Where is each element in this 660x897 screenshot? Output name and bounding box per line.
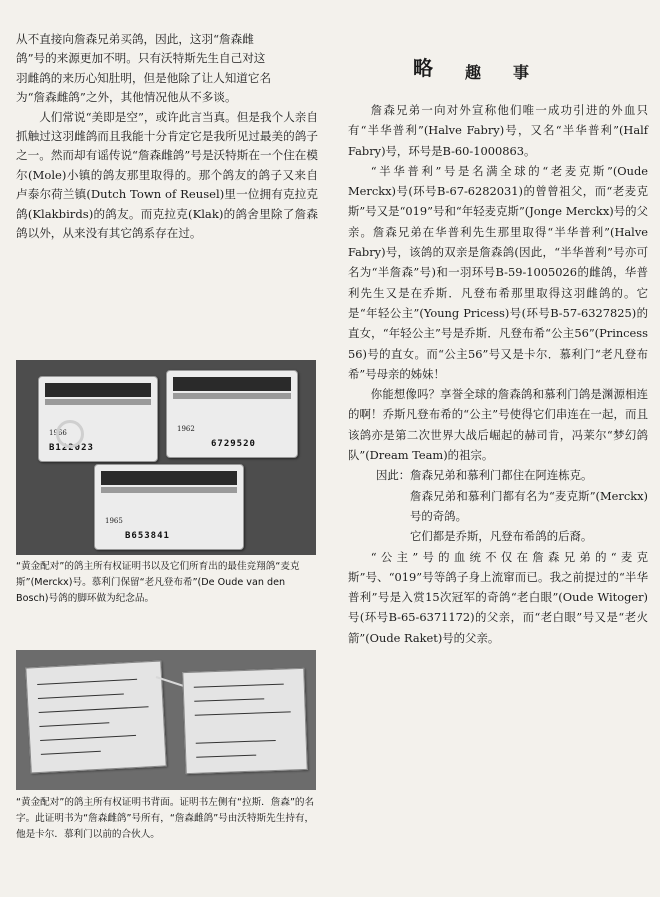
- left-column: [16, 30, 318, 243]
- paragraph-continued-line-4: 为“詹森雌鸽”之外，其他情况他从不多谈。: [16, 90, 237, 105]
- conclusion-line-1: 因此：詹森兄弟和慕利门都住在阿连栋克。: [376, 468, 593, 483]
- leg-ring-icon: [56, 420, 84, 448]
- certificate-card: [166, 370, 298, 458]
- paragraph-continued-line-2: 鸽”号的来源更加不明。只有沃特斯先生自己对这: [16, 51, 266, 66]
- card-ring-number: 6729520: [211, 439, 256, 449]
- card-header-band: [101, 471, 237, 485]
- paragraph-continued-line-3: 羽雌鸽的来历心知肚明，但是他除了让人知道它名: [16, 70, 272, 85]
- paragraph-continued-line-1: 从不直接向詹森兄弟买鸽，因此，这羽“詹森雌: [16, 32, 254, 46]
- certificate-card: [94, 464, 244, 550]
- paragraph-lineage: “半华普利”号是名满全球的“老麦克斯”(Oude Merckx)号(环号B-67-6282031)的曾曾祖父，而“老麦克斯”号又是“019”号和“年轻麦克斯”(Jonge Merckx)号的父亲。詹森兄弟在华普利先生那里取得“半华普利”(Halve Fabry)号，该鸽的双亲是詹森鸽(因此，“半华普利”号亦可名为“半詹森”号)和一羽环号B-59-1005026的雌鸽，华普利先生又是在乔斯．凡登布希那里取得这羽雌鸽的。它是“年轻公主”(Young Pricess)号(环号B-57-6327825)的直女，“年轻公主”号是乔斯．凡登布希“公主56”(Princess 56)号的直女。而“公主56”号又是卡尔．慕利门“老凡登布希”号母亲的姊妹！: [348, 163, 648, 381]
- paragraph-princess-bloodline: “公主”号的血统不仅在詹森兄弟的“麦克斯”号、“019”号等鸽子身上流窜而已。我之前提过的“半华普利”号是入赏15次冠军的奇鸽“老白眼”(Oude Witoger)号(环号B-65-6371172)的父亲，而“老白眼”号又是“老火箭”(Oude Raket)号的父亲。: [348, 549, 648, 645]
- card-ring-number: B122023: [49, 443, 94, 453]
- paragraph-beauty: 人们常说“美即是空”，或许此言当真。但是我个人亲自抓触过这羽雌鸽而且我能十分肯定它是我所见过最美的鸽子之一。然而却有谣传说“詹森雌鸽”号是沃特斯在一个住在模尔(Mole)小镇的鸽友那里取得的。那个鸽友的鸽子又来自卢泰尔荷兰镇(Dutch Town of Reusel)里一位拥有克拉克鸽(Klakbirds)的鸽友。而克拉克(Klak)的鸽舍里除了詹森鸽以外，从来没有其它鸽系存在过。: [16, 109, 318, 241]
- article-title: [395, 52, 595, 86]
- card-ring-number: B653841: [125, 531, 170, 541]
- conclusion-line-3: 它们都是乔斯，凡登布希鸽的后裔。: [410, 529, 593, 544]
- conclusion-line-2: 詹森兄弟和慕利门都有名为“麦克斯”(Merckx)号的奇鸽。: [410, 488, 648, 523]
- card-year: 1966: [49, 429, 67, 437]
- card-year: 1962: [177, 425, 195, 433]
- card-header-band: [173, 377, 291, 391]
- photo-certificates-back: [16, 650, 316, 790]
- paragraph-halve-fabry: 詹森兄弟一向对外宣称他们唯一成功引进的外血只有“半华普利”(Halve Fabry)号，又名“半华普利”(Half Fabry)号，环号是B-60-1000863。: [348, 103, 648, 158]
- paragraph-connection: 你能想像吗？享誉全球的詹森鸽和慕利门鸽是渊源相连的啊！乔斯凡登布希的“公主”号使得它们串连在一起，而且该鸽亦是第二次世界大战后崛起的赫司肯，冯莱尔“梦幻鸽队”(Dream Team)的祖宗。: [348, 387, 648, 463]
- title-char-1: 略: [413, 56, 434, 80]
- right-column: [348, 100, 648, 648]
- caption-photo-2: “黄金配对”的鸽主所有权证明书背面。证明书左侧有“拉斯．詹森”的名字。此证明书为“詹森雌鸽”号所有，“詹森雌鸽”号由沃特斯先生持有，他是卡尔．慕利门以前的合伙人。: [16, 797, 315, 840]
- caption-photo-1: “黄金配对”的鸽主所有权证明书以及它们所育出的最佳竞翔鸽“麦克斯”(Merckx)号。慕利门保留“老凡登布希”(De Oude van den Bosch)号鸽的脚环做为纪念品。: [16, 561, 300, 604]
- title-char-2: 趣: [465, 63, 482, 82]
- card-year: 1965: [105, 517, 123, 525]
- certificate-card: [38, 376, 158, 462]
- card-header-band: [45, 383, 151, 397]
- photo-certificates-front: [16, 360, 316, 555]
- certificate-back-tag: [182, 668, 307, 774]
- title-char-3: 事: [513, 63, 530, 82]
- certificate-back-tag: [25, 661, 166, 774]
